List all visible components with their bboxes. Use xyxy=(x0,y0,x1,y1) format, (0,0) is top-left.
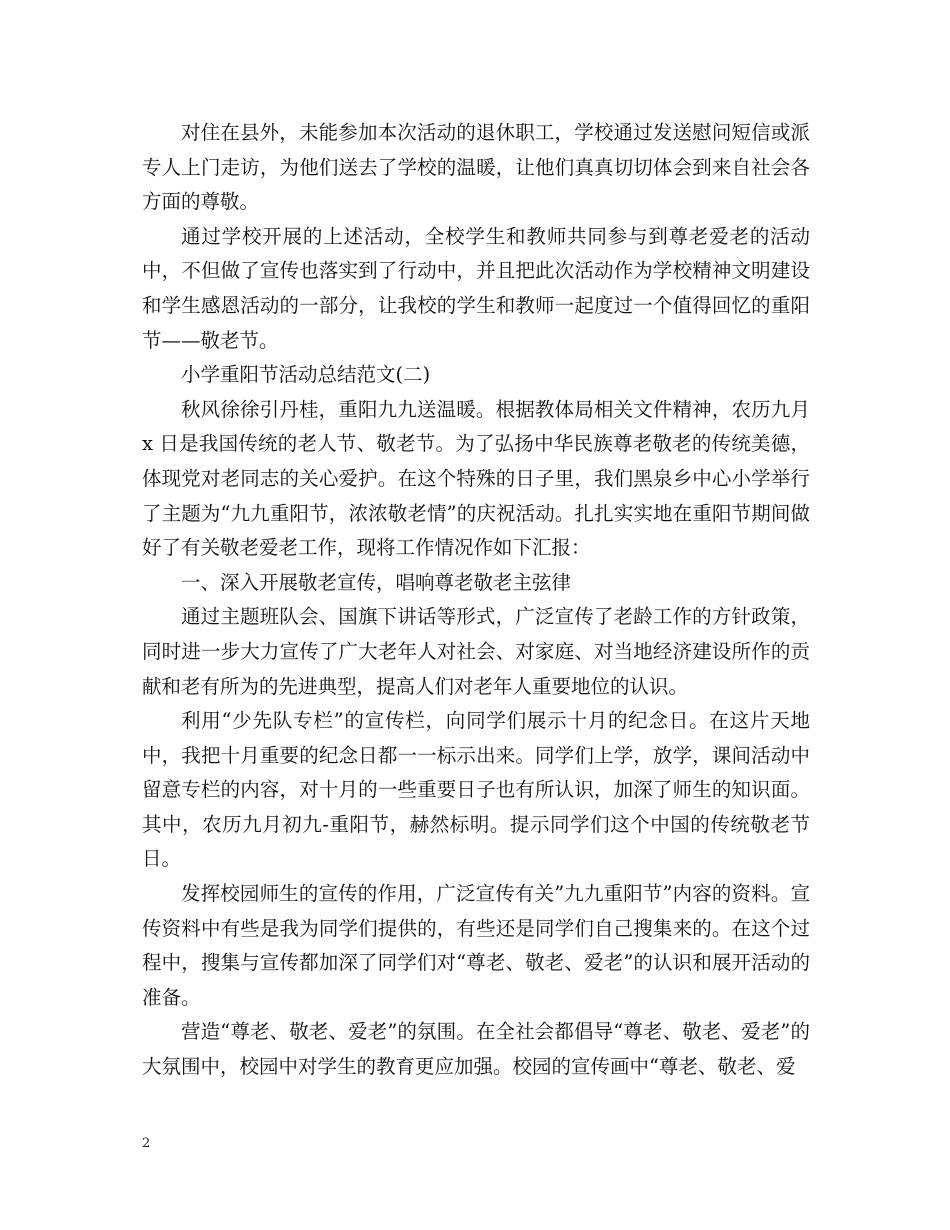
section-title: 小学重阳节活动总结范文(二) xyxy=(181,363,431,387)
paragraph: 利用“少先队专栏”的宣传栏，向同学们展示十月的纪念日。在这片天地中，我把十月重要的纪念日都一一标示出来。同学们上学，放学，课间活动中留意专栏的内容，对十月的一些重要日子也有所认识，加深了师生的知识面。其中，农历九月初九-重阳节，赫然标明。提示同学们这个中国的传统敬老节日。 xyxy=(142,709,810,871)
page-number: 2 xyxy=(142,1136,151,1151)
document-body xyxy=(142,116,810,1085)
paragraph: 通过主题班队会、国旗下讲话等形式，广泛宣传了老龄工作的方针政策，同时进一步大力宣传了广大老年人对社会、对家庭、对当地经济建设所作的贡献和老有所为的先进典型，提高人们对老年人重要地位的认识。 xyxy=(142,605,810,698)
section-heading: 一、深入开展敬老宣传，唱响尊老敬老主弦律 xyxy=(181,570,572,594)
paragraph: 对住在县外，未能参加本次活动的退休职工，学校通过发送慰问短信或派专人上门走访，为他们送去了学校的温暖，让他们真真切切体会到来自社会各方面的尊敬。 xyxy=(142,121,810,214)
paragraph: 发挥校园师生的宣传的作用，广泛宣传有关”九九重阳节”内容的资料。宣传资料中有些是我为同学们提供的，有些还是同学们自己搜集来的。在这个过程中，搜集与宣传都加深了同学们对“尊老、敬老、爱老”的认识和展开活动的准备。 xyxy=(142,882,810,1009)
paragraph: 营造“尊老、敬老、爱老”的氛围。在全社会都倡导“尊老、敬老、爱老”的大氛围中，校园中对学生的教育更应加强。校园的宣传画中“尊老、敬老、爱 xyxy=(142,1020,810,1079)
paragraph: 通过学校开展的上述活动，全校学生和教师共同参与到尊老爱老的活动中，不但做了宣传也落实到了行动中，并且把此次活动作为学校精神文明建设和学生感恩活动的一部分，让我校的学生和教师一起度过一个值得回忆的重阳节——敬老节。 xyxy=(142,224,810,352)
paragraph: 秋风徐徐引丹桂，重阳九九送温暖。根据教体局相关文件精神，农历九月 x 日是我国传统的老人节、敬老节。为了弘扬中华民族尊老敬老的传统美德，体现党对老同志的关心爱护。在这个特殊的日子里，我们黑泉乡中心小学举行了主题为“九九重阳节，浓浓敬老情”的庆祝活动。扎扎实实地在重阳节期间做好了有关敬老爱老工作，现将工作情况作如下汇报： xyxy=(142,397,810,560)
